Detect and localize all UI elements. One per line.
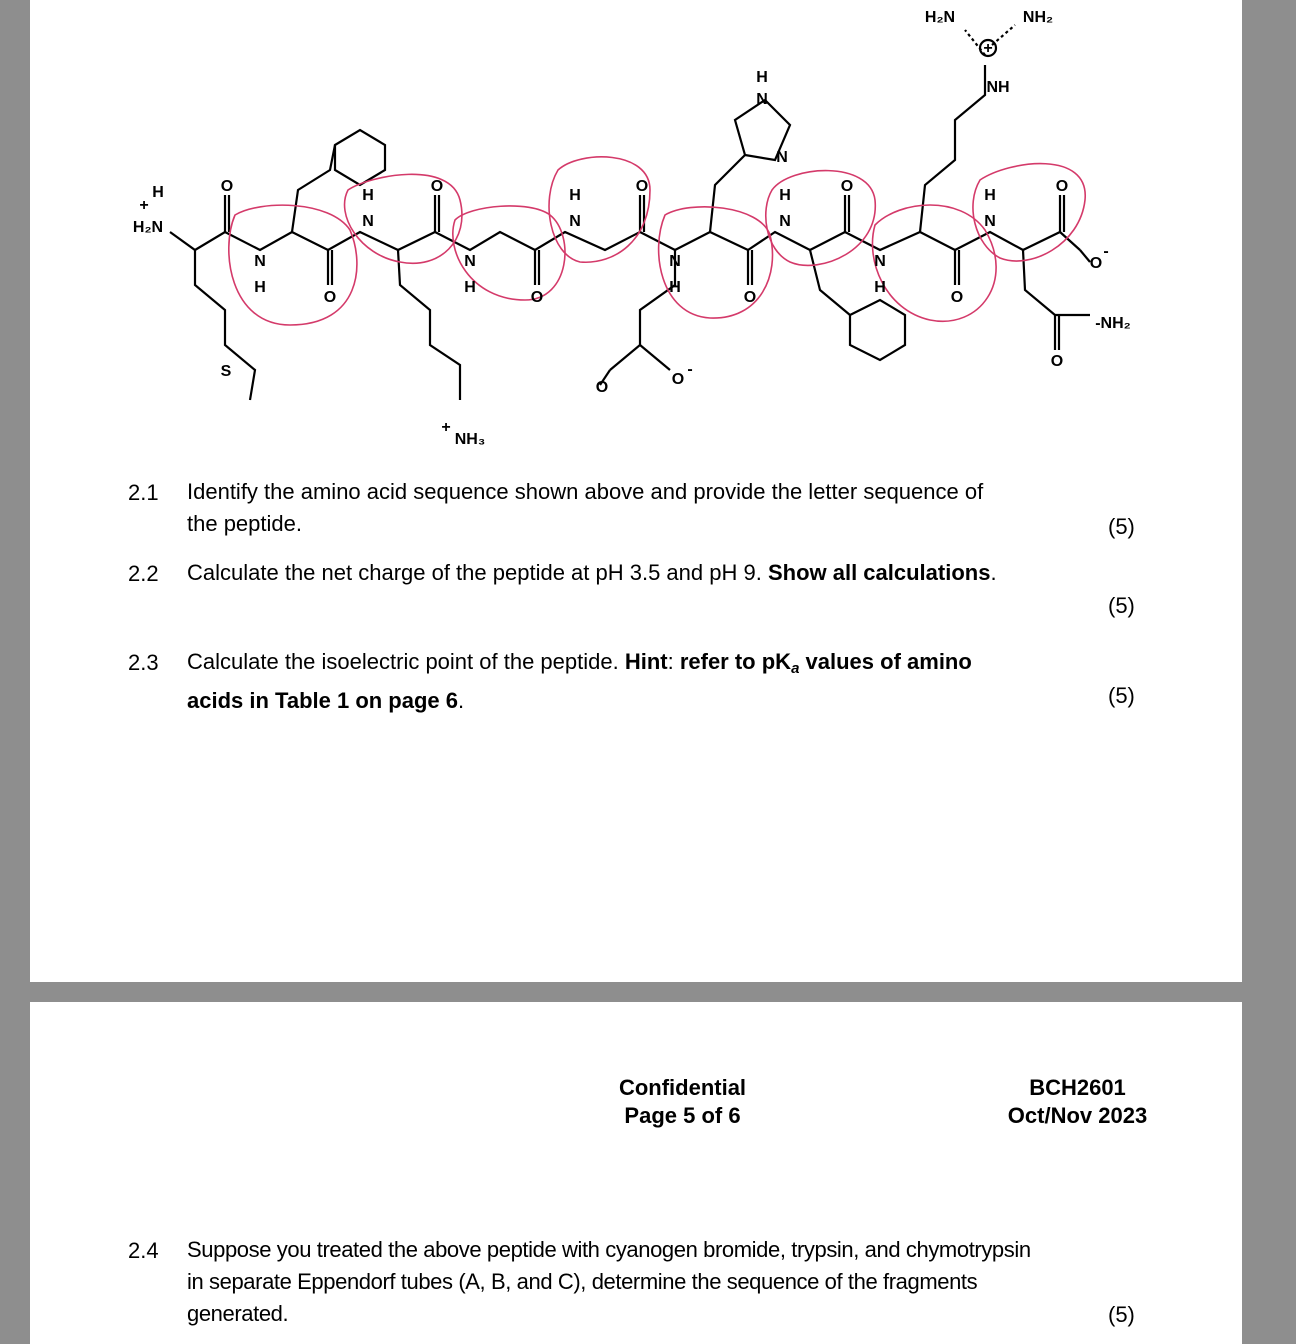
svg-text:H: H <box>984 187 996 204</box>
svg-text:H: H <box>756 69 768 86</box>
svg-text:H: H <box>874 279 886 296</box>
marks-2-1: (5) <box>1108 514 1135 539</box>
question-number-2-4: 2.4 <box>128 1238 159 1263</box>
phe-ring-1 <box>335 130 385 185</box>
svg-text:S: S <box>220 363 232 380</box>
svg-text:O: O <box>671 371 685 388</box>
svg-text:O: O <box>840 178 854 195</box>
svg-text:H: H <box>254 279 266 296</box>
question-2-2: Calculate the net charge of the peptide at pH 3.5 and pH 9. Show all calculations. <box>187 560 997 585</box>
svg-text:O: O <box>220 178 234 195</box>
svg-text:O: O <box>1089 255 1103 272</box>
svg-text:H: H <box>569 187 581 204</box>
svg-text:O: O <box>1050 353 1064 370</box>
question-number-2-1: 2.1 <box>128 480 159 505</box>
lys-side-chain <box>398 250 460 400</box>
svg-text:N: N <box>756 91 768 108</box>
phe-ring-2 <box>850 300 905 360</box>
backbone-bonds <box>170 232 1080 250</box>
question-2-4: Suppose you treated the above peptide with cyanogen bromide, trypsin, and chymotrypsin in separate Eppendorf tubes (A, B, and C), determine the sequence of the fragments generated. <box>187 1237 1031 1326</box>
svg-text:H: H <box>362 187 374 204</box>
svg-text:O: O <box>950 289 964 306</box>
svg-text:O: O <box>323 289 337 306</box>
footer-right: BCH2601 Oct/Nov 2023 <box>1007 1075 1148 1128</box>
marks-2-4: (5) <box>1108 1302 1135 1327</box>
svg-text:+: + <box>441 419 451 436</box>
svg-text:H₂N: H₂N <box>924 9 956 26</box>
exam-page-6 <box>30 1002 1242 1344</box>
marks-2-3: (5) <box>1108 683 1135 708</box>
svg-text:-: - <box>687 361 693 378</box>
svg-text:N: N <box>779 213 791 230</box>
svg-text:O: O <box>743 289 757 306</box>
svg-text:N: N <box>669 253 681 270</box>
n-terminus-label: H₂N <box>132 219 164 236</box>
glu-side-chain <box>610 250 675 370</box>
svg-text:H: H <box>669 279 681 296</box>
n-terminus-plus: + <box>139 197 149 214</box>
svg-text:N: N <box>776 149 788 166</box>
svg-text:N: N <box>874 253 886 270</box>
svg-text:+: + <box>983 40 993 57</box>
question-number-2-3: 2.3 <box>128 650 159 675</box>
asn-side-chain <box>1023 250 1090 315</box>
svg-text:O: O <box>595 379 609 396</box>
arg-side-chain <box>920 65 985 232</box>
exam-page-5 <box>30 0 1242 982</box>
svg-text:-: - <box>1103 243 1109 260</box>
svg-text:NH₂: NH₂ <box>1022 9 1054 26</box>
svg-text:O: O <box>1055 178 1069 195</box>
svg-text:O: O <box>635 178 649 195</box>
svg-text:-NH₂: -NH₂ <box>1095 315 1131 332</box>
svg-text:N: N <box>984 213 996 230</box>
svg-text:N: N <box>464 253 476 270</box>
svg-text:N: N <box>362 213 374 230</box>
svg-text:O: O <box>530 289 544 306</box>
footer-center: Confidential Page 5 of 6 <box>618 1075 747 1128</box>
question-2-1: Identify the amino acid sequence shown above and provide the letter sequence of the peptide. <box>187 479 984 536</box>
question-2-3: Calculate the isoelectric point of the peptide. Hint: refer to pKa values of amino acids in Table 1 on page 6. <box>187 649 972 713</box>
svg-text:N: N <box>254 253 266 270</box>
marks-2-2: (5) <box>1108 593 1135 618</box>
viewer-edge <box>1248 0 1296 1344</box>
svg-text:N: N <box>569 213 581 230</box>
question-number-2-2: 2.2 <box>128 561 159 586</box>
svg-text:H: H <box>464 279 476 296</box>
n-terminus-h: H <box>152 184 164 201</box>
svg-text:H: H <box>779 187 791 204</box>
svg-text:NH₃: NH₃ <box>454 431 486 448</box>
svg-text:O: O <box>430 178 444 195</box>
svg-text:NH: NH <box>986 79 1010 96</box>
peptide-structure-diagram <box>30 0 1242 470</box>
